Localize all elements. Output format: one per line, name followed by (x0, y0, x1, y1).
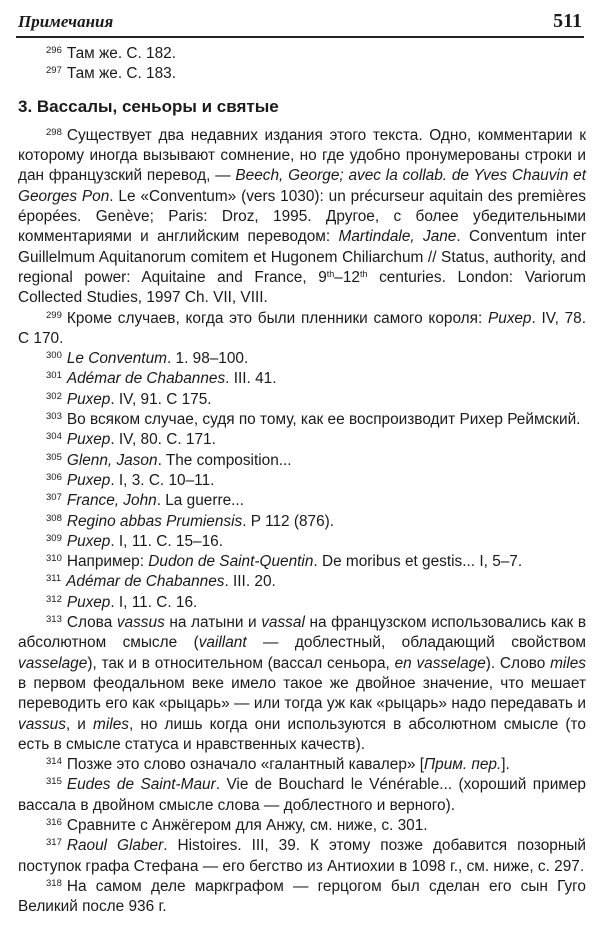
italic-text: Рихер (66, 471, 111, 489)
italic-text: Beech, George; avec la collab. de Yves Chauvin et Georges Pon (18, 167, 587, 205)
italic-text: en vasselage (394, 654, 486, 672)
endnote-318 (18, 877, 586, 918)
italic-text: Рихер (66, 532, 111, 550)
endnote-number: 318 (46, 877, 62, 889)
text-run: в первом феодальном веке имело такое же двойное значение, что мешает переводить его как «рыцарь» — или тогда уж как «рыцарь» надо передавать и (18, 674, 586, 713)
text-run: — доблестный, обладающий свойством (246, 634, 586, 652)
endnote-304 (18, 430, 586, 450)
endnote-number: 299 (46, 309, 62, 321)
endnote-number: 316 (46, 816, 62, 828)
text-run: . I, 11. С. 16. (110, 593, 198, 611)
text-run: Сравните с Анжёгером для Анжу, см. ниже, с. 301. (66, 816, 428, 834)
text-run: ]. (501, 756, 510, 774)
italic-text: vassus (18, 715, 66, 733)
endnote-305 (18, 451, 586, 471)
endnote-number: 298 (46, 126, 62, 138)
endnote-number: 300 (46, 350, 62, 362)
italic-text: miles (550, 654, 587, 672)
text-run: На самом деле маркграфом — герцогом был сделан его сын Гуго Великий после 936 г. (18, 877, 586, 916)
endnote-number: 311 (46, 573, 62, 585)
text-run: Позже это слово означало «галантный кавалер» [ (66, 756, 425, 774)
endnote-number: 303 (46, 411, 62, 423)
endnote-311 (18, 572, 586, 592)
endnote-number: 305 (46, 451, 62, 463)
text-run: ), так и в относительном (вассал сеньора, (87, 654, 395, 672)
endnote-300 (18, 349, 586, 369)
italic-text: Regino abbas Prumiensis (66, 512, 243, 530)
endnote-297 (18, 64, 586, 84)
endnote-307 (18, 491, 586, 511)
endnote-number: 309 (46, 532, 62, 544)
endnote-310 (18, 552, 586, 572)
endnote-number: 296 (46, 45, 62, 56)
running-header (16, 6, 584, 38)
italic-text: Рихер (66, 390, 111, 408)
endnote-312 (18, 593, 586, 613)
text-run: . De moribus et gestis... I, 5–7. (313, 553, 523, 571)
text-run: . IV, 78. С 170. (18, 309, 586, 347)
italic-text: France, John (66, 492, 157, 510)
text-run: . I, 3. С. 10–11. (110, 471, 215, 489)
endnote-number: 317 (46, 837, 62, 849)
endnote-314 (18, 755, 586, 775)
endnote-number: 314 (46, 756, 62, 768)
text-run: . IV, 91. С 175. (110, 390, 212, 408)
text-run: . IV, 80. С. 171. (110, 431, 216, 449)
endnote-number: 307 (46, 492, 62, 504)
endnote-number: 313 (46, 614, 62, 626)
running-header-title: Примечания (18, 12, 114, 31)
text-run: Кроме случаев, когда это были пленники самого короля: (66, 309, 488, 327)
endnote-number: 301 (46, 370, 62, 382)
text-run: . Histoires. III, 39. К этому позже добавится позорный поступок графа Стефана — его бегство из Антиохии в 1098 г., см. ниже, с. 297. (18, 837, 586, 875)
text-run: Слова (66, 614, 117, 632)
endnote-number: 312 (46, 593, 62, 605)
endnote-308 (18, 512, 586, 532)
italic-text: vassal (261, 614, 305, 632)
italic-text: vaillant (198, 634, 247, 652)
endnote-306 (18, 471, 586, 491)
endnote-number: 302 (46, 390, 62, 402)
text-run: Там же. С. 183. (66, 65, 177, 83)
endnote-301 (18, 369, 586, 389)
text-run: на латыни и (164, 614, 262, 632)
text-run: на французском использовались как в абсолютном смысле ( (18, 614, 587, 652)
endnote-299 (18, 309, 586, 350)
italic-text: Glenn, Jason (66, 451, 158, 469)
italic-text: Eudes de Saint-Maur (66, 776, 216, 794)
text-run: Там же. С. 182. (66, 45, 177, 62)
endnote-302 (18, 390, 586, 410)
text-run: , но лишь когда они используются в абсолютном смысле (то есть в смысле статуса и нравственных качеств). (18, 715, 586, 753)
italic-text: Raoul Glaber (66, 837, 164, 855)
endnote-number: 310 (46, 553, 62, 565)
text-run: . La guerre... (156, 492, 244, 510)
text-run: . III. 20. (224, 573, 276, 591)
text-run: Существует два недавних издания этого текста. Одно, комментарии к которому иногда вызывают сомнение, но где удобно пронумерованы строки и дан французский перевод, — (18, 126, 586, 185)
text-run: . III. 41. (225, 370, 277, 388)
italic-text: Прим. пер. (424, 756, 502, 774)
italic-text: Adémar de Chabannes (66, 573, 225, 591)
text-run: . P 112 (876). (242, 512, 335, 530)
text-run: Например: (66, 553, 149, 571)
text-run: , и (65, 715, 94, 733)
endnote-number: 297 (46, 65, 62, 77)
endnote-315 (18, 775, 586, 816)
section-title: 3. Вассалы, сеньоры и святые (18, 96, 279, 116)
text-run: . 1. 98–100. (166, 350, 249, 368)
text-run: . Le «Conventum» (vers 1030): un précurseur aquitain des premières épopées. Genève; Paris: Droz, 1995. Другое, с более убедительными комментариями и английским переводом: (18, 187, 586, 246)
endnote-298 (18, 126, 586, 309)
text-run: . I, 11. С. 15–16. (110, 532, 223, 550)
endnote-309 (18, 532, 586, 552)
endnotes-body (18, 44, 586, 917)
endnote-number: 308 (46, 512, 62, 524)
italic-text: Martindale, Jane (338, 228, 457, 246)
endnote-number: 315 (46, 776, 62, 788)
endnote-296 (18, 44, 586, 64)
italic-text: Рихер (66, 593, 111, 611)
text-run: . Vie de Bouchard le Vénérable... (хороший пример вассала в двойном смысле слова — доблестного и верного). (18, 776, 586, 814)
italic-text: Рихер (488, 309, 532, 327)
italic-text: Dudon de Saint-Quentin (148, 553, 314, 571)
italic-text: Le Conventum (66, 350, 167, 368)
text-run: . The composition... (157, 451, 292, 469)
italic-text: Рихер (66, 431, 111, 449)
italic-text: Adémar de Chabannes (66, 370, 226, 388)
endnote-303 (18, 410, 586, 430)
endnote-313 (18, 613, 586, 755)
italic-text: miles (93, 715, 129, 733)
endnote-317 (18, 836, 586, 877)
text-run: Во всяком случае, судя по тому, как ее воспроизводит Рихер Реймский. (66, 411, 581, 429)
text-run: ). Слово (485, 654, 551, 672)
endnote-number: 304 (46, 431, 62, 443)
italic-text: vassus (116, 614, 165, 632)
page-number: 511 (553, 10, 582, 32)
text-run: . Conventum inter Guillelmum Aquitanorum comitem et Hugonem Chiliarchum // Status, authority, and regional power: Aquitaine and France, 9th–12th centuries. London: Variorum Collected Studies, 1997 Ch. VII, VIII. (18, 228, 586, 307)
endnote-number: 306 (46, 471, 62, 483)
endnote-316 (18, 816, 586, 836)
italic-text: vasselage (18, 654, 88, 672)
